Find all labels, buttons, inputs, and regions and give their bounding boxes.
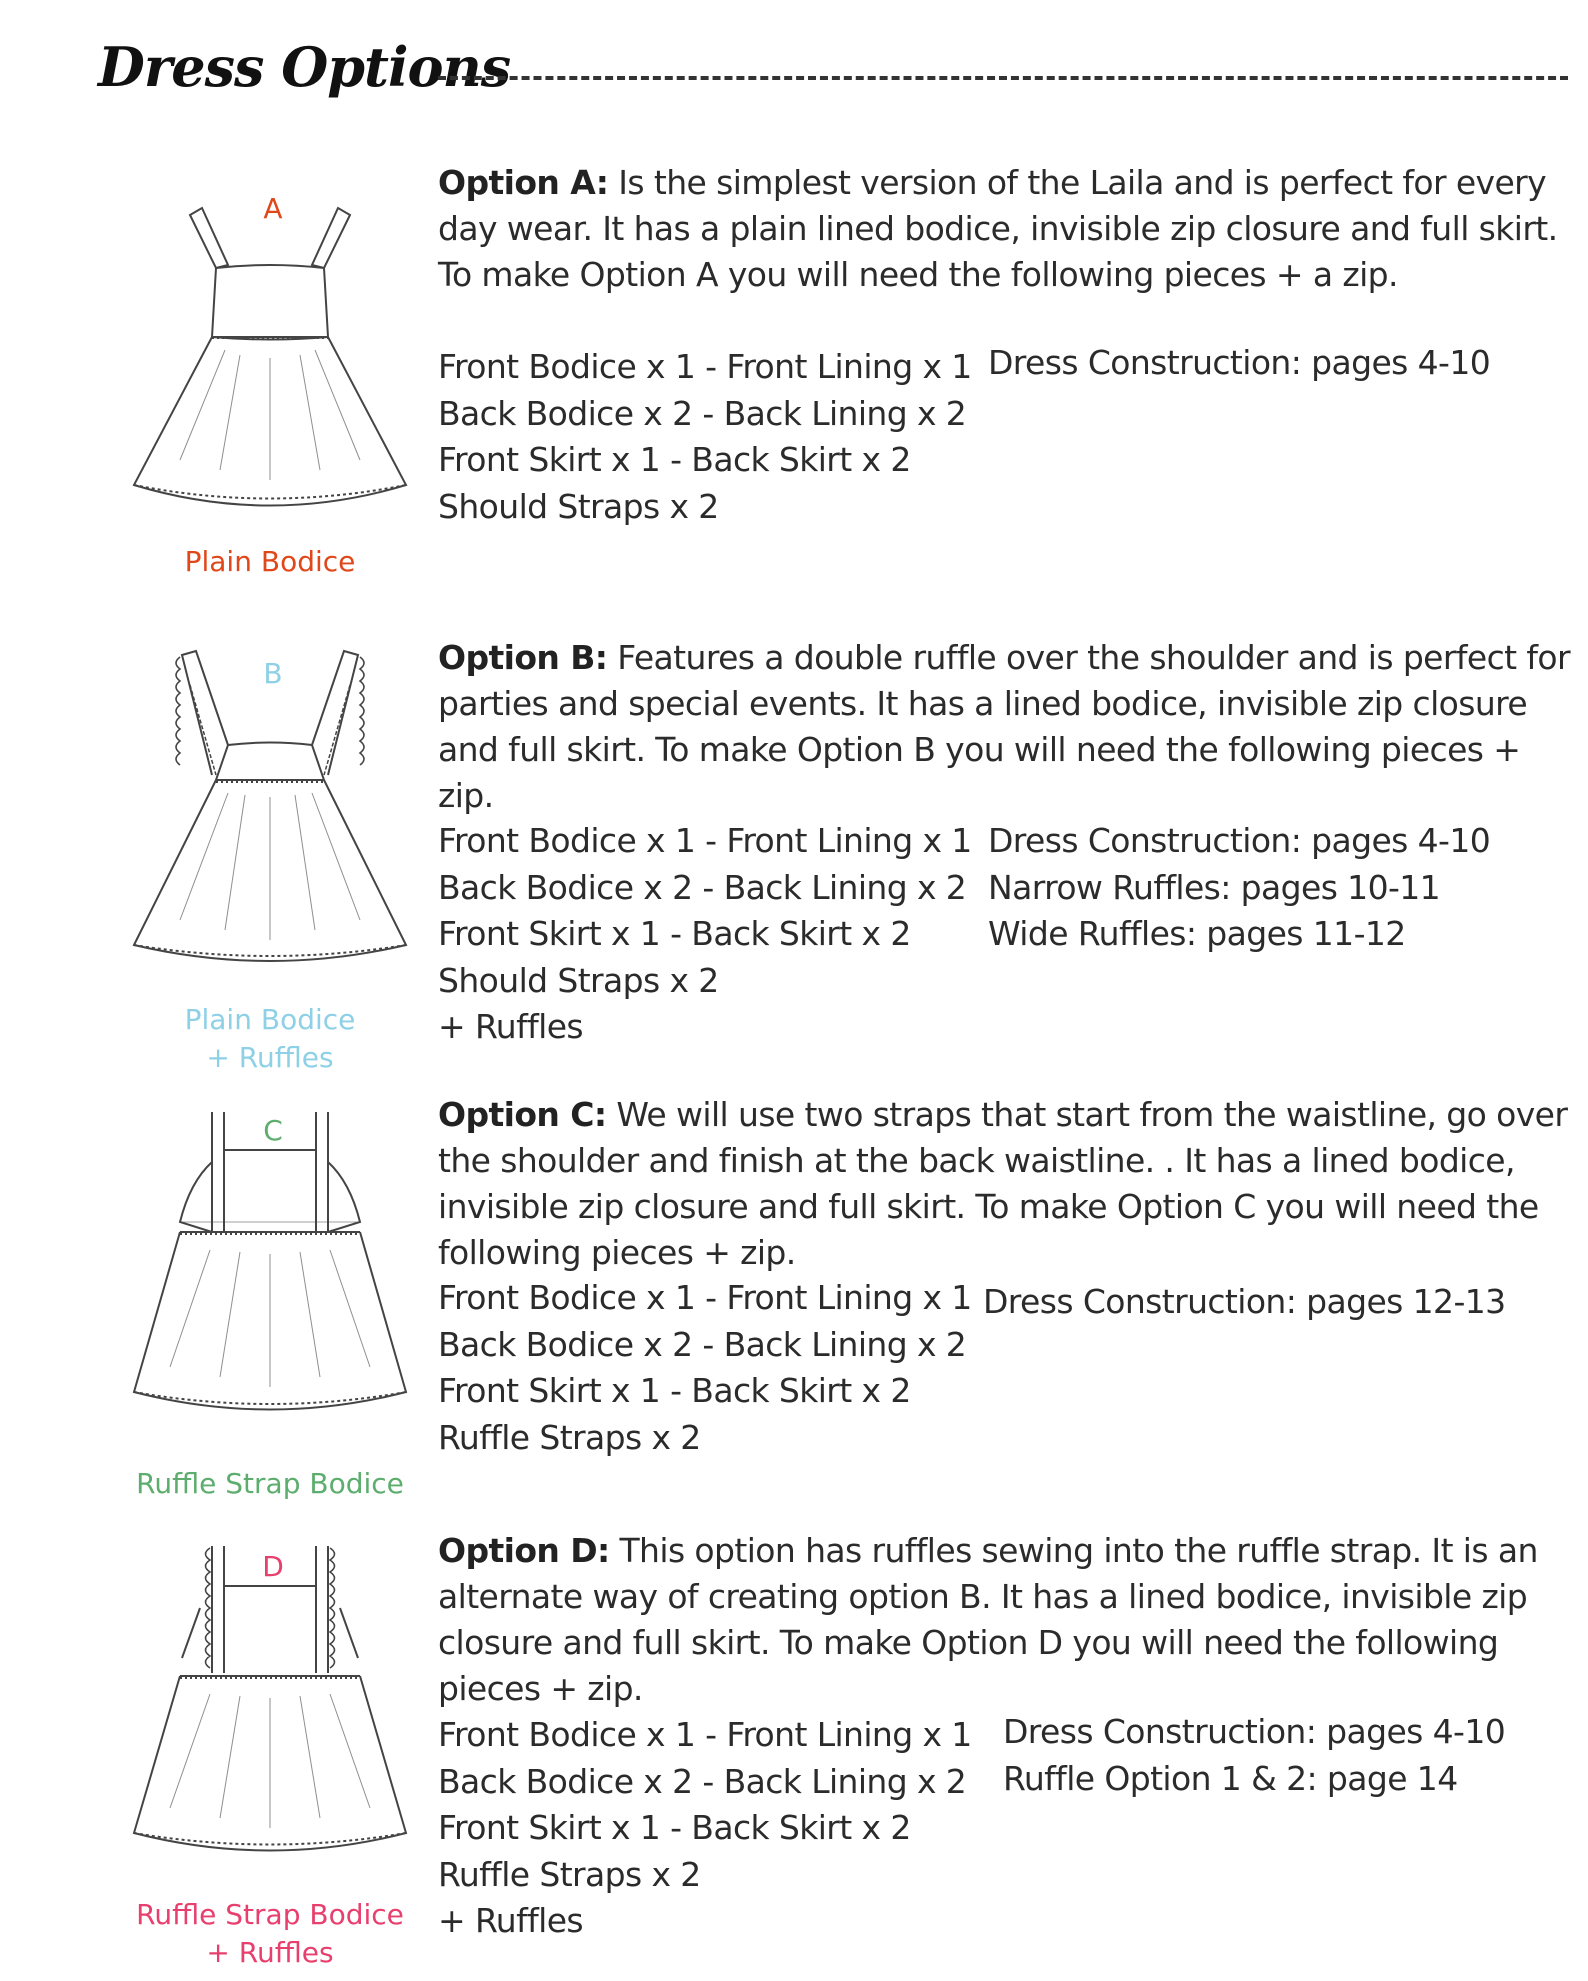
option-description [438,1092,1573,1276]
option-letter: A [263,192,283,225]
option-b [0,625,1588,1074]
list-item: Ruffle Option 1 & 2: page 14 [1003,1758,1458,1798]
option-caption [120,1896,420,1972]
list-item: + Ruffles [438,1901,584,1940]
list-item: Should Straps x 2 [438,960,719,1000]
list-item: Back Bodice x 2 - Back Lining x 2 [438,393,967,433]
plain-dress-illustration [120,170,420,540]
pieces-list [438,344,972,530]
pieces-list [438,818,972,1051]
list-item: Front Skirt x 1 - Back Skirt x 2 [438,914,911,953]
title-dashed-rule [438,76,1568,80]
option-description [438,160,1573,298]
option-d [0,1518,1588,1978]
list-item: Front Skirt x 1 - Back Skirt x 2 [438,1808,911,1847]
list-item: Ruffle Straps x 2 [438,1854,701,1894]
pieces-list [438,1712,972,1945]
option-letter: D [262,1550,284,1583]
caption-line: Ruffle Strap Bodice [136,1898,404,1931]
list-item: Front Bodice x 1 - Front Lining x 1 [438,821,972,860]
option-d-figure [120,1538,420,1978]
list-item: Front Bodice x 1 - Front Lining x 1 [438,1278,972,1317]
option-caption [120,543,420,581]
option-lead: Option A: [438,163,609,202]
list-item: Narrow Ruffles: pages 10-11 [988,867,1441,907]
option-c [0,1082,1588,1522]
option-caption [120,1001,420,1077]
strap-dress-illustration [120,1102,420,1432]
option-description [438,635,1573,819]
list-item: Back Bodice x 2 - Back Lining x 2 [438,867,967,907]
construction-list [1003,1709,1563,1802]
option-description [438,1528,1573,1712]
construction-list [988,818,1548,958]
ruffle-strap-dress-illustration [120,1538,420,1868]
option-a-figure [120,170,420,590]
list-item: + Ruffles [438,1007,584,1046]
caption-line: Plain Bodice [184,545,356,578]
list-item: Dress Construction: pages 12-13 [983,1282,1506,1321]
list-item: Front Bodice x 1 - Front Lining x 1 [438,347,972,386]
option-text: Features a double ruffle over the shoulder and is perfect for parties and special events. It has a lined bodice, invisible zip closure and full skirt. To make Option B you will need the following pieces + zip. [438,638,1570,815]
construction-list [983,1279,1543,1326]
list-item: Should Straps x 2 [438,486,719,526]
option-a [0,150,1588,590]
option-b-figure [120,645,420,1075]
ruffle-dress-illustration [120,645,420,975]
list-item: Ruffle Straps x 2 [438,1417,701,1457]
caption-line: Ruffle Strap Bodice [136,1467,404,1500]
list-item: Front Skirt x 1 - Back Skirt x 2 [438,1371,911,1410]
list-item: Dress Construction: pages 4-10 [988,343,1491,382]
page-header [98,22,1568,112]
option-lead: Option C: [438,1095,607,1134]
construction-list [988,340,1548,387]
option-lead: Option B: [438,638,608,677]
option-letter: C [263,1114,283,1147]
pieces-list [438,1275,972,1461]
caption-line: + Ruffles [206,1041,334,1074]
list-item: Back Bodice x 2 - Back Lining x 2 [438,1324,967,1364]
option-letter: B [263,657,283,690]
page-title: Dress Options [98,35,511,99]
caption-line: + Ruffles [206,1936,334,1969]
option-lead: Option D: [438,1531,610,1570]
option-caption [120,1465,420,1503]
list-item: Back Bodice x 2 - Back Lining x 2 [438,1761,967,1801]
list-item: Dress Construction: pages 4-10 [1003,1712,1506,1751]
option-text: We will use two straps that start from the waistline, go over the shoulder and finish at the back waistline. . It has a lined bodice, invisible zip closure and full skirt. To make Option C you will need the following pieces + zip. [438,1095,1568,1272]
list-item: Front Bodice x 1 - Front Lining x 1 [438,1715,972,1754]
option-c-figure [120,1102,420,1522]
caption-line: Plain Bodice [184,1003,356,1036]
list-item: Dress Construction: pages 4-10 [988,821,1491,860]
list-item: Front Skirt x 1 - Back Skirt x 2 [438,440,911,479]
option-text: Is the simplest version of the Laila and is perfect for every day wear. It has a plain lined bodice, invisible zip closure and full skirt. To make Option A you will need the following pieces + a zip. [438,163,1558,294]
option-text: This option has ruffles sewing into the ruffle strap. It is an alternate way of creating option B. It has a lined bodice, invisible zip closure and full skirt. To make Option D you will need the following pieces + zip. [438,1531,1538,1708]
list-item: Wide Ruffles: pages 11-12 [988,914,1406,953]
